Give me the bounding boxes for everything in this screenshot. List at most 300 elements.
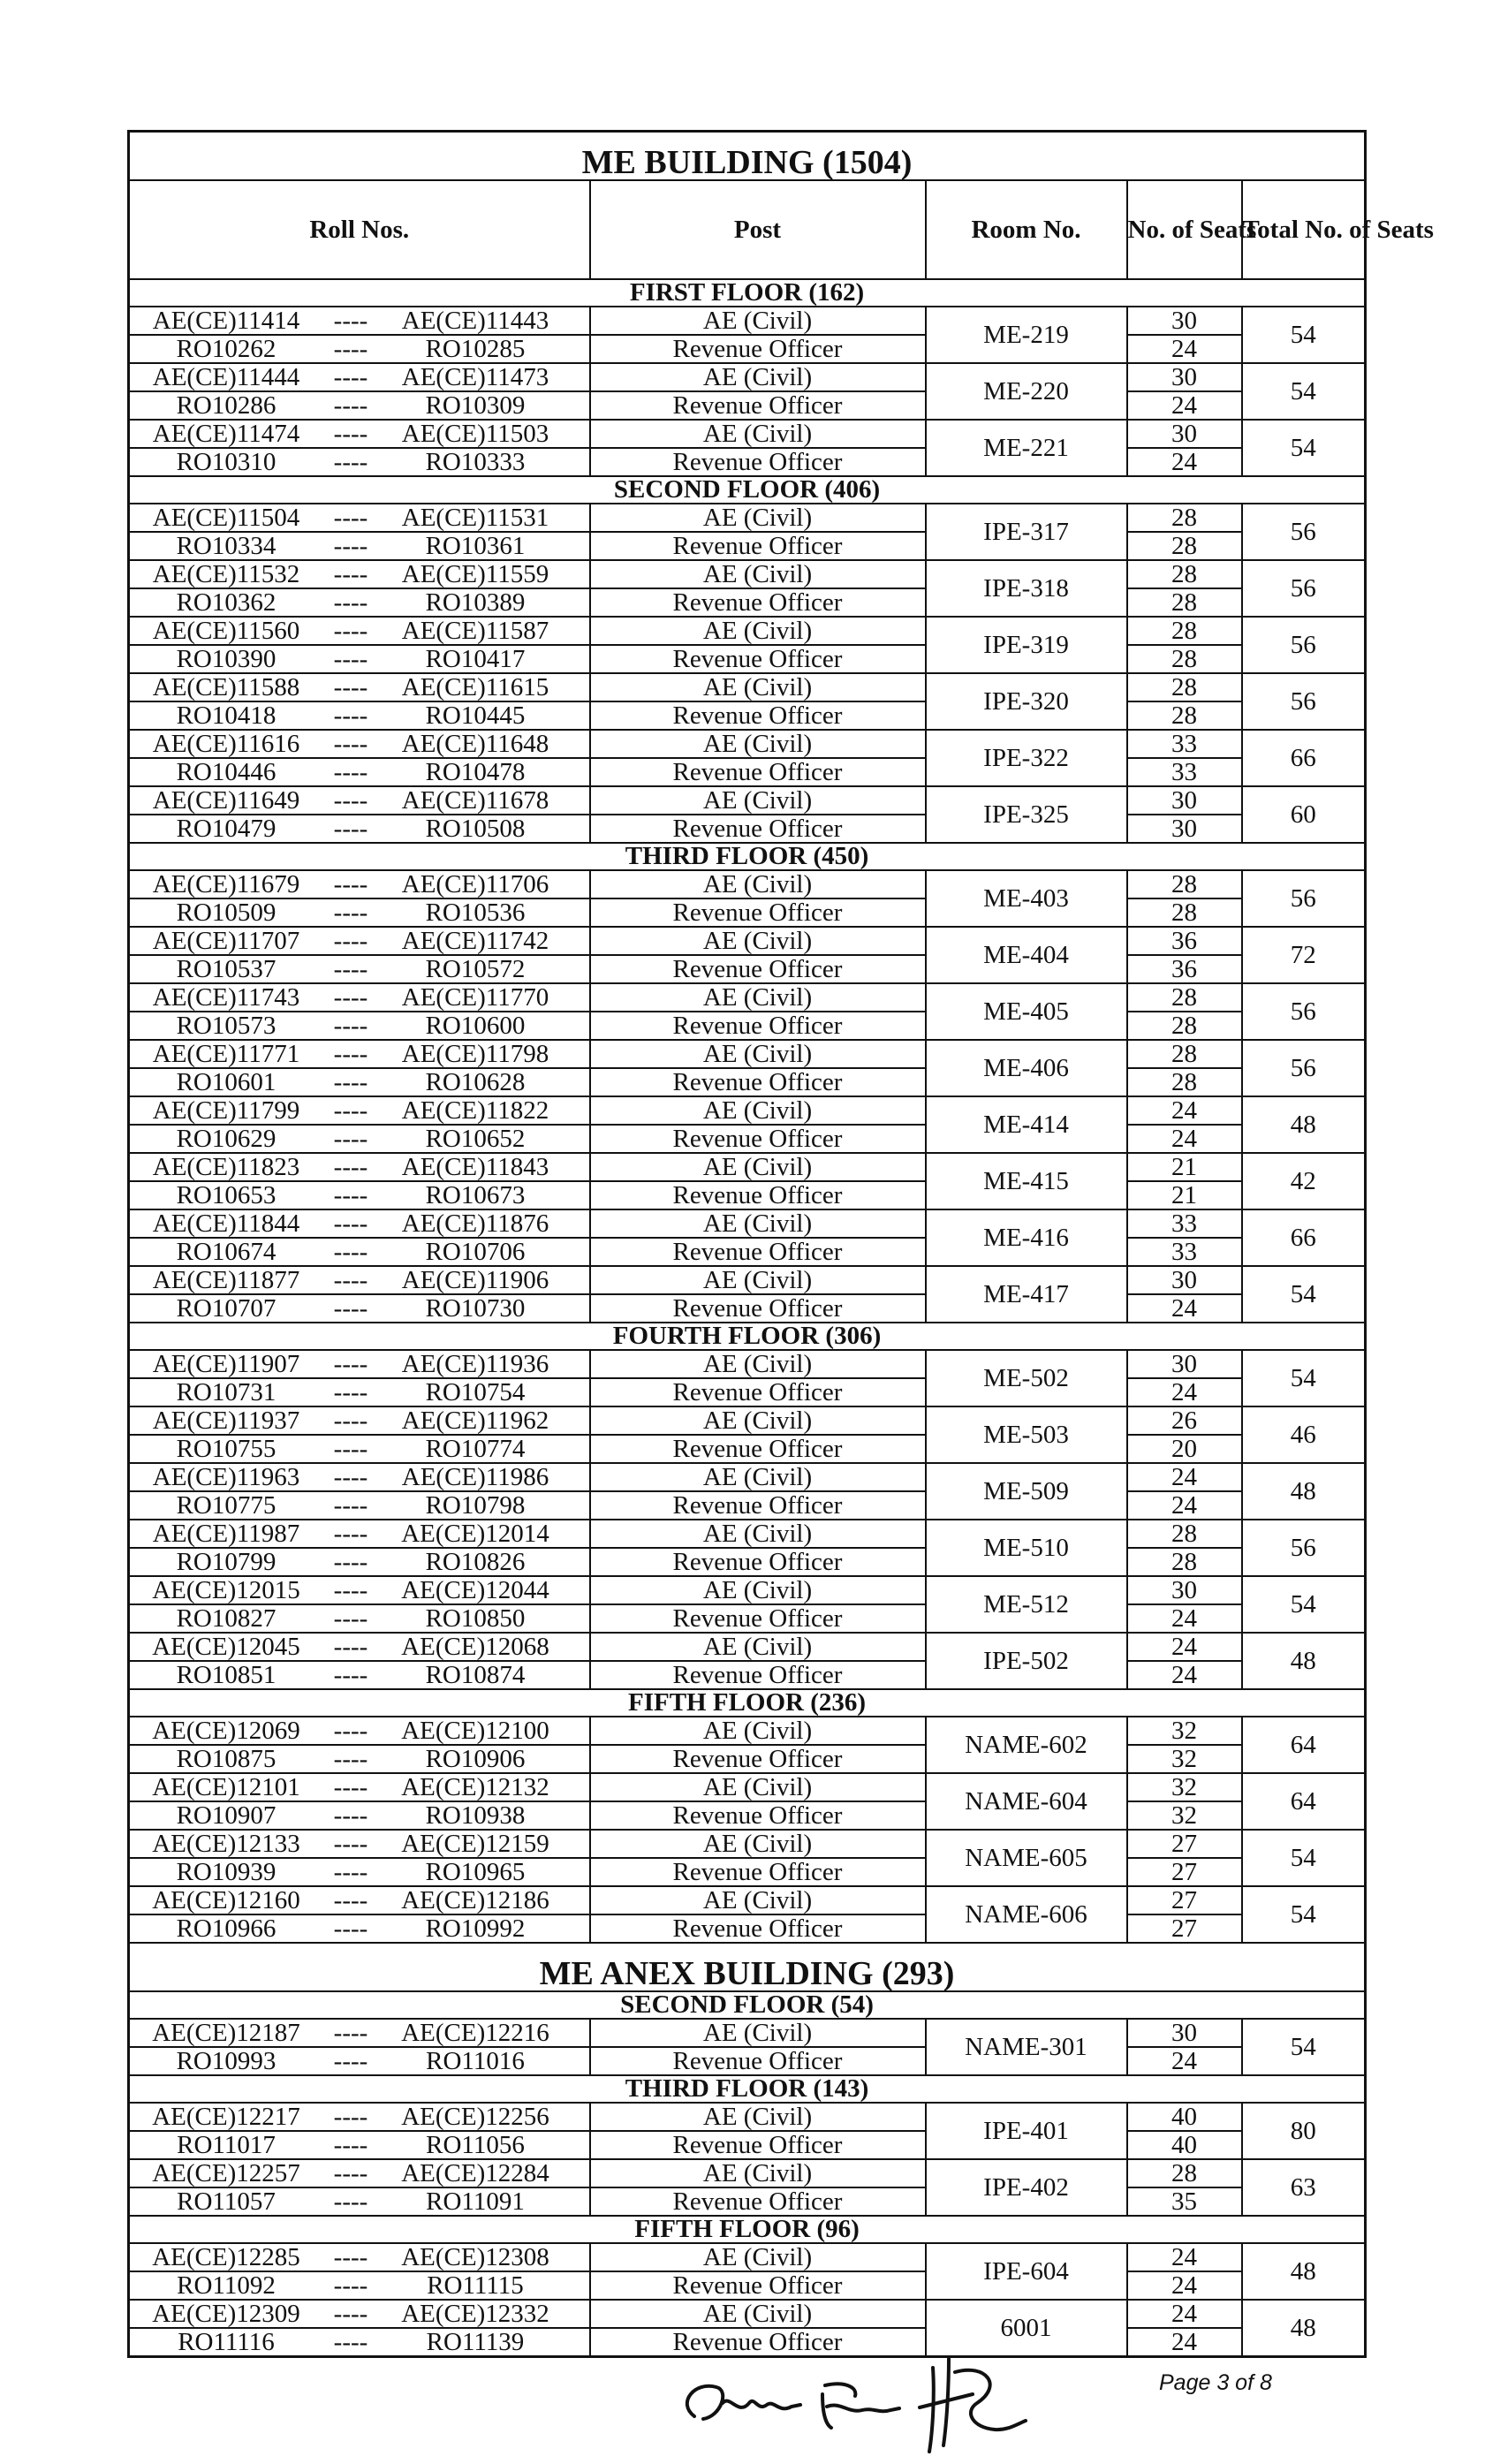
seats-cell: 24 xyxy=(1127,391,1242,420)
table-row xyxy=(129,2103,1366,2131)
roll-range-cell xyxy=(129,2159,590,2187)
roll-range-cell xyxy=(129,363,590,391)
roll-dash: ---- xyxy=(333,983,368,1012)
table-row xyxy=(129,2131,1366,2159)
total-seats-cell: 72 xyxy=(1242,927,1366,983)
roll-range-cell xyxy=(129,1378,590,1406)
seats-cell: 24 xyxy=(1127,1096,1242,1125)
room-no-cell: ME-403 xyxy=(926,870,1127,927)
roll-to: RO10850 xyxy=(425,1604,526,1633)
table-row xyxy=(129,363,1366,391)
roll-range-cell xyxy=(129,1068,590,1096)
post-cell: AE (Civil) xyxy=(590,1717,926,1745)
seats-cell: 32 xyxy=(1127,1745,1242,1773)
table-row xyxy=(129,2271,1366,2300)
table-row xyxy=(129,1548,1366,1576)
table-row xyxy=(129,1125,1366,1153)
roll-from: AE(CE)11844 xyxy=(152,1209,300,1238)
table-row xyxy=(129,701,1366,730)
total-seats-cell: 46 xyxy=(1242,1406,1366,1463)
post-cell: Revenue Officer xyxy=(590,1435,926,1463)
total-seats-cell: 56 xyxy=(1242,560,1366,617)
roll-from: AE(CE)11987 xyxy=(152,1520,300,1548)
total-seats-cell: 48 xyxy=(1242,2300,1366,2357)
seats-cell: 30 xyxy=(1127,420,1242,448)
floor-heading-row xyxy=(129,1323,1366,1350)
table-row xyxy=(129,1830,1366,1858)
roll-from: RO10707 xyxy=(176,1294,277,1323)
table-row xyxy=(129,1181,1366,1209)
room-no-cell: ME-415 xyxy=(926,1153,1127,1209)
roll-from: AE(CE)11937 xyxy=(152,1406,300,1435)
roll-dash: ---- xyxy=(333,2271,368,2300)
post-cell: Revenue Officer xyxy=(590,1491,926,1520)
room-no-header: Room No. xyxy=(926,180,1127,279)
post-cell: Revenue Officer xyxy=(590,645,926,673)
post-cell: AE (Civil) xyxy=(590,1266,926,1294)
total-seats-cell: 42 xyxy=(1242,1153,1366,1209)
roll-to: RO11016 xyxy=(426,2047,525,2075)
table-row xyxy=(129,1096,1366,1125)
post-cell: AE (Civil) xyxy=(590,1406,926,1435)
table-row xyxy=(129,1858,1366,1886)
post-cell: Revenue Officer xyxy=(590,2271,926,2300)
post-cell: Revenue Officer xyxy=(590,532,926,560)
total-seats-cell: 56 xyxy=(1242,1040,1366,1096)
seats-cell: 24 xyxy=(1127,1661,1242,1689)
post-cell: Revenue Officer xyxy=(590,2131,926,2159)
table-row xyxy=(129,1266,1366,1294)
post-cell: Revenue Officer xyxy=(590,955,926,983)
post-cell: Revenue Officer xyxy=(590,1125,926,1153)
seats-cell: 30 xyxy=(1127,815,1242,843)
roll-to: AE(CE)11843 xyxy=(401,1153,549,1181)
roll-from: AE(CE)11771 xyxy=(152,1040,300,1068)
roll-dash: ---- xyxy=(333,335,368,363)
roll-range-cell xyxy=(129,448,590,476)
roll-range-cell xyxy=(129,1576,590,1604)
post-cell: AE (Civil) xyxy=(590,730,926,758)
roll-from: AE(CE)12133 xyxy=(152,1830,300,1858)
floor-title: SECOND FLOOR (406) xyxy=(129,476,1366,504)
roll-to: RO10774 xyxy=(425,1435,526,1463)
roll-dash: ---- xyxy=(333,1435,368,1463)
post-cell: Revenue Officer xyxy=(590,701,926,730)
total-seats-cell: 56 xyxy=(1242,870,1366,927)
roll-to: RO11091 xyxy=(426,2187,525,2216)
post-cell: AE (Civil) xyxy=(590,1576,926,1604)
table-row xyxy=(129,1886,1366,1914)
roll-dash: ---- xyxy=(333,870,368,898)
seats-cell: 28 xyxy=(1127,898,1242,927)
total-seats-cell: 80 xyxy=(1242,2103,1366,2159)
table-row xyxy=(129,2159,1366,2187)
table-row xyxy=(129,617,1366,645)
room-no-cell: NAME-301 xyxy=(926,2019,1127,2075)
room-no-cell: ME-219 xyxy=(926,307,1127,363)
table-row xyxy=(129,1914,1366,1943)
post-cell: AE (Civil) xyxy=(590,1830,926,1858)
roll-from: RO10334 xyxy=(176,532,277,560)
roll-to: AE(CE)12308 xyxy=(401,2243,549,2271)
total-seats-cell: 54 xyxy=(1242,1830,1366,1886)
total-seats-cell: 54 xyxy=(1242,2019,1366,2075)
roll-from: AE(CE)11532 xyxy=(152,560,300,588)
post-cell: Revenue Officer xyxy=(590,391,926,420)
room-no-cell: IPE-604 xyxy=(926,2243,1127,2300)
room-no-cell: ME-404 xyxy=(926,927,1127,983)
room-no-cell: ME-416 xyxy=(926,1209,1127,1266)
seats-cell: 28 xyxy=(1127,1040,1242,1068)
post-cell: AE (Civil) xyxy=(590,617,926,645)
seats-cell: 33 xyxy=(1127,730,1242,758)
table-row xyxy=(129,2243,1366,2271)
no-of-seats-header: No. of Seats xyxy=(1127,180,1242,279)
total-seats-cell: 54 xyxy=(1242,1886,1366,1943)
seats-cell: 28 xyxy=(1127,701,1242,730)
table-row xyxy=(129,730,1366,758)
roll-dash: ---- xyxy=(333,307,368,335)
roll-to: AE(CE)11473 xyxy=(401,363,549,391)
roll-dash: ---- xyxy=(333,1745,368,1773)
seats-cell: 33 xyxy=(1127,1209,1242,1238)
roll-dash: ---- xyxy=(333,1266,368,1294)
roll-to: AE(CE)11559 xyxy=(401,560,549,588)
table-row xyxy=(129,1068,1366,1096)
roll-to: RO11115 xyxy=(427,2271,524,2300)
post-cell: AE (Civil) xyxy=(590,2103,926,2131)
total-seats-cell: 54 xyxy=(1242,1350,1366,1406)
table-row xyxy=(129,955,1366,983)
seats-cell: 32 xyxy=(1127,1801,1242,1830)
seats-cell: 24 xyxy=(1127,2300,1242,2328)
roll-from: AE(CE)11444 xyxy=(152,363,300,391)
roll-range-cell xyxy=(129,955,590,983)
table-row xyxy=(129,645,1366,673)
post-cell: AE (Civil) xyxy=(590,420,926,448)
roll-to: AE(CE)11503 xyxy=(401,420,549,448)
roll-dash: ---- xyxy=(333,2159,368,2187)
table-row xyxy=(129,927,1366,955)
roll-range-cell xyxy=(129,1633,590,1661)
roll-dash: ---- xyxy=(333,1914,368,1943)
roll-dash: ---- xyxy=(333,815,368,843)
table-row xyxy=(129,2187,1366,2216)
roll-dash: ---- xyxy=(333,898,368,927)
total-seats-cell: 54 xyxy=(1242,420,1366,476)
roll-to: RO10730 xyxy=(425,1294,526,1323)
roll-dash: ---- xyxy=(333,1378,368,1406)
room-no-cell: IPE-325 xyxy=(926,786,1127,843)
roll-range-cell xyxy=(129,1830,590,1858)
seats-cell: 33 xyxy=(1127,1238,1242,1266)
seats-cell: 28 xyxy=(1127,560,1242,588)
floor-title: FIRST FLOOR (162) xyxy=(129,279,1366,307)
post-cell: Revenue Officer xyxy=(590,1858,926,1886)
roll-to: RO10992 xyxy=(425,1914,526,1943)
table-row xyxy=(129,420,1366,448)
roll-to: RO10508 xyxy=(425,815,526,843)
post-cell: AE (Civil) xyxy=(590,1633,926,1661)
total-seats-cell: 48 xyxy=(1242,1463,1366,1520)
seats-cell: 27 xyxy=(1127,1914,1242,1943)
roll-to: AE(CE)11587 xyxy=(401,617,549,645)
roll-dash: ---- xyxy=(333,730,368,758)
table-row xyxy=(129,898,1366,927)
total-seats-cell: 66 xyxy=(1242,1209,1366,1266)
roll-to: AE(CE)11986 xyxy=(401,1463,549,1491)
roll-to: RO10754 xyxy=(425,1378,526,1406)
seats-cell: 28 xyxy=(1127,1068,1242,1096)
roll-to: RO10389 xyxy=(425,588,526,617)
table-row xyxy=(129,391,1366,420)
roll-from: AE(CE)11414 xyxy=(152,307,300,335)
building-title: ME BUILDING (1504) xyxy=(129,132,1366,181)
seats-cell: 30 xyxy=(1127,2019,1242,2047)
total-seats-cell: 56 xyxy=(1242,504,1366,560)
roll-dash: ---- xyxy=(333,2103,368,2131)
page-number: Page 3 of 8 xyxy=(1159,2370,1272,2395)
seats-cell: 30 xyxy=(1127,1350,1242,1378)
floor-heading-row xyxy=(129,279,1366,307)
roll-range-cell xyxy=(129,2047,590,2075)
roll-range-cell xyxy=(129,1266,590,1294)
roll-from: RO11057 xyxy=(177,2187,276,2216)
roll-from: AE(CE)11963 xyxy=(152,1463,300,1491)
post-cell: AE (Civil) xyxy=(590,363,926,391)
total-seats-cell: 56 xyxy=(1242,1520,1366,1576)
roll-range-cell xyxy=(129,2187,590,2216)
post-cell: Revenue Officer xyxy=(590,1801,926,1830)
roll-to: AE(CE)11936 xyxy=(401,1350,549,1378)
post-cell: AE (Civil) xyxy=(590,1463,926,1491)
roll-to: RO10628 xyxy=(425,1068,526,1096)
room-no-cell: ME-417 xyxy=(926,1266,1127,1323)
roll-dash: ---- xyxy=(333,588,368,617)
roll-to: AE(CE)11648 xyxy=(401,730,549,758)
roll-range-cell xyxy=(129,1548,590,1576)
roll-dash: ---- xyxy=(333,1661,368,1689)
roll-to: AE(CE)11876 xyxy=(401,1209,549,1238)
room-no-cell: IPE-402 xyxy=(926,2159,1127,2216)
roll-dash: ---- xyxy=(333,1858,368,1886)
seats-cell: 24 xyxy=(1127,335,1242,363)
building-heading-row xyxy=(129,1943,1366,1991)
seats-cell: 26 xyxy=(1127,1406,1242,1435)
roll-range-cell xyxy=(129,1238,590,1266)
roll-range-cell xyxy=(129,645,590,673)
roll-from: AE(CE)11679 xyxy=(152,870,300,898)
seats-cell: 40 xyxy=(1127,2131,1242,2159)
roll-range-cell xyxy=(129,1914,590,1943)
table-row xyxy=(129,983,1366,1012)
seats-cell: 33 xyxy=(1127,758,1242,786)
roll-dash: ---- xyxy=(333,1350,368,1378)
post-cell: AE (Civil) xyxy=(590,2159,926,2187)
post-cell: Revenue Officer xyxy=(590,815,926,843)
roll-from: AE(CE)11560 xyxy=(152,617,300,645)
post-cell: Revenue Officer xyxy=(590,335,926,363)
floor-heading-row xyxy=(129,1689,1366,1717)
post-cell: AE (Civil) xyxy=(590,1209,926,1238)
post-cell: AE (Civil) xyxy=(590,307,926,335)
total-seats-cell: 63 xyxy=(1242,2159,1366,2216)
roll-range-cell xyxy=(129,588,590,617)
total-seats-cell: 56 xyxy=(1242,617,1366,673)
roll-dash: ---- xyxy=(333,1604,368,1633)
post-cell: AE (Civil) xyxy=(590,1096,926,1125)
roll-to: RO10938 xyxy=(425,1801,526,1830)
roll-range-cell xyxy=(129,2103,590,2131)
roll-range-cell xyxy=(129,2328,590,2357)
post-cell: Revenue Officer xyxy=(590,1238,926,1266)
roll-range-cell xyxy=(129,815,590,843)
roll-dash: ---- xyxy=(333,1096,368,1125)
table-row xyxy=(129,1633,1366,1661)
room-no-cell: IPE-401 xyxy=(926,2103,1127,2159)
floor-heading-row xyxy=(129,1991,1366,2019)
room-no-cell: IPE-322 xyxy=(926,730,1127,786)
roll-to: RO10285 xyxy=(425,335,526,363)
table-row xyxy=(129,335,1366,363)
post-cell: Revenue Officer xyxy=(590,1181,926,1209)
roll-range-cell xyxy=(129,1604,590,1633)
seats-cell: 24 xyxy=(1127,1491,1242,1520)
post-header: Post xyxy=(590,180,926,279)
seats-cell: 27 xyxy=(1127,1858,1242,1886)
roll-from: RO10993 xyxy=(176,2047,277,2075)
table-row xyxy=(129,1801,1366,1830)
roll-from: RO10875 xyxy=(176,1745,277,1773)
roll-range-cell xyxy=(129,1294,590,1323)
roll-from: RO10731 xyxy=(176,1378,277,1406)
roll-to: AE(CE)11822 xyxy=(401,1096,549,1125)
roll-from: RO10262 xyxy=(176,335,277,363)
room-no-cell: IPE-317 xyxy=(926,504,1127,560)
roll-to: RO10309 xyxy=(425,391,526,420)
roll-from: RO10537 xyxy=(176,955,277,983)
table-row xyxy=(129,1040,1366,1068)
post-cell: Revenue Officer xyxy=(590,1914,926,1943)
roll-from: RO10939 xyxy=(176,1858,277,1886)
roll-to: AE(CE)11798 xyxy=(401,1040,549,1068)
room-no-cell: ME-502 xyxy=(926,1350,1127,1406)
roll-to: AE(CE)12068 xyxy=(401,1633,549,1661)
table-row xyxy=(129,1520,1366,1548)
roll-range-cell xyxy=(129,2131,590,2159)
roll-range-cell xyxy=(129,1209,590,1238)
roll-dash: ---- xyxy=(333,1406,368,1435)
roll-dash: ---- xyxy=(333,758,368,786)
roll-dash: ---- xyxy=(333,1238,368,1266)
roll-dash: ---- xyxy=(333,1576,368,1604)
total-seats-cell: 60 xyxy=(1242,786,1366,843)
seats-cell: 28 xyxy=(1127,983,1242,1012)
table-row xyxy=(129,1153,1366,1181)
roll-to: AE(CE)12284 xyxy=(401,2159,549,2187)
roll-dash: ---- xyxy=(333,1773,368,1801)
roll-to: RO11056 xyxy=(426,2131,525,2159)
roll-range-cell xyxy=(129,1886,590,1914)
seats-cell: 24 xyxy=(1127,1633,1242,1661)
table-row xyxy=(129,1576,1366,1604)
roll-from: RO10629 xyxy=(176,1125,277,1153)
total-seats-cell: 64 xyxy=(1242,1717,1366,1773)
floor-title: FOURTH FLOOR (306) xyxy=(129,1323,1366,1350)
roll-range-cell xyxy=(129,1125,590,1153)
seats-cell: 24 xyxy=(1127,2328,1242,2357)
floor-heading-row xyxy=(129,2075,1366,2103)
seats-cell: 28 xyxy=(1127,1548,1242,1576)
seats-cell: 30 xyxy=(1127,1266,1242,1294)
seats-cell: 27 xyxy=(1127,1830,1242,1858)
roll-from: AE(CE)11823 xyxy=(152,1153,300,1181)
roll-to: RO10652 xyxy=(425,1125,526,1153)
roll-range-cell xyxy=(129,1406,590,1435)
table-row xyxy=(129,870,1366,898)
room-no-cell: 6001 xyxy=(926,2300,1127,2357)
roll-from: AE(CE)11907 xyxy=(152,1350,300,1378)
table-row xyxy=(129,1491,1366,1520)
table-row xyxy=(129,1294,1366,1323)
roll-to: AE(CE)11531 xyxy=(401,504,549,532)
roll-dash: ---- xyxy=(333,2328,368,2356)
room-no-cell: NAME-605 xyxy=(926,1830,1127,1886)
floor-heading-row xyxy=(129,476,1366,504)
roll-dash: ---- xyxy=(333,1520,368,1548)
seats-cell: 21 xyxy=(1127,1181,1242,1209)
roll-dash: ---- xyxy=(333,1294,368,1323)
roll-range-cell xyxy=(129,1153,590,1181)
post-cell: AE (Civil) xyxy=(590,870,926,898)
roll-to: RO10965 xyxy=(425,1858,526,1886)
roll-to: RO10445 xyxy=(425,701,526,730)
seats-cell: 40 xyxy=(1127,2103,1242,2131)
roll-from: RO11116 xyxy=(178,2328,275,2356)
roll-range-cell xyxy=(129,1717,590,1745)
roll-from: RO10674 xyxy=(176,1238,277,1266)
roll-dash: ---- xyxy=(333,1012,368,1040)
roll-dash: ---- xyxy=(333,560,368,588)
seats-cell: 36 xyxy=(1127,927,1242,955)
post-cell: AE (Civil) xyxy=(590,504,926,532)
roll-from: RO10907 xyxy=(176,1801,277,1830)
seats-cell: 28 xyxy=(1127,1012,1242,1040)
total-seats-cell: 66 xyxy=(1242,730,1366,786)
total-seats-cell: 48 xyxy=(1242,2243,1366,2300)
post-cell: Revenue Officer xyxy=(590,1012,926,1040)
seats-cell: 28 xyxy=(1127,617,1242,645)
room-no-cell: ME-221 xyxy=(926,420,1127,476)
roll-from: RO10775 xyxy=(176,1491,277,1520)
roll-from: RO11092 xyxy=(177,2271,276,2300)
seats-cell: 24 xyxy=(1127,2047,1242,2075)
column-header-row xyxy=(129,180,1366,279)
post-cell: AE (Civil) xyxy=(590,673,926,701)
seats-cell: 28 xyxy=(1127,2159,1242,2187)
seats-cell: 28 xyxy=(1127,1520,1242,1548)
roll-to: RO10706 xyxy=(425,1238,526,1266)
post-cell: Revenue Officer xyxy=(590,898,926,927)
table-row xyxy=(129,560,1366,588)
roll-range-cell xyxy=(129,307,590,335)
total-seats-cell: 64 xyxy=(1242,1773,1366,1830)
roll-from: AE(CE)12309 xyxy=(152,2300,300,2328)
post-cell: Revenue Officer xyxy=(590,2187,926,2216)
table-row xyxy=(129,2300,1366,2328)
roll-range-cell xyxy=(129,1463,590,1491)
roll-to: AE(CE)12100 xyxy=(401,1717,549,1745)
